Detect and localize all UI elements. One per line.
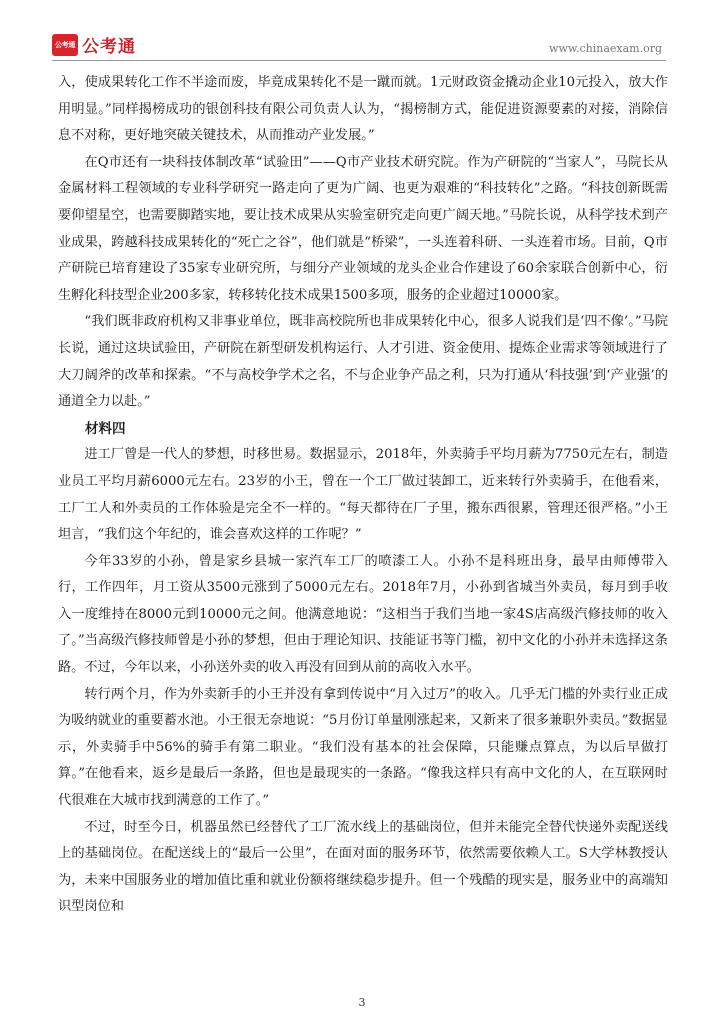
site-url[interactable]: www.chinaexam.org <box>549 42 662 55</box>
page-number: 3 <box>358 996 366 1009</box>
logo-text: 公考通 <box>82 37 136 57</box>
logo-badge: 公考通 <box>52 34 78 56</box>
paragraph: 今年33岁的小孙，曾是家乡县城一家汽车工厂的喷漆工人。小孙不是科班出身，最早由师傅带入行，工作四年，月工资从3500元涨到了5000元左右。2018年7月，小孙到省城当外卖员，每月到手收入一度维持在8000元到10000元之间。他满意地说：“这相当于我们当地一家4S店高级汽修技师的收入了。”当高级汽修技师曾是小孙的梦想，但由于理论知识、技能证书等门槛，初中文化的小孙并未选择这条路。不过，今年以来，小孙送外卖的收入再没有回到从前的高收入水平。 <box>58 553 668 676</box>
paragraph-continued: 入，使成果转化工作不半途而废，毕竟成果转化不是一蹴而就。1元财政资金撬动企业10元投入，放大作用明显。”同样揭榜成功的银创科技有限公司负责人认为，“揭榜制方式，能促进资源要素的对接，消除信息不对称，更好地突破关键技术，从而推动产业发展。” <box>58 75 668 144</box>
header-divider <box>52 60 666 61</box>
paragraph: “我们既非政府机构又非事业单位，既非高校院所也非成果转化中心，很多人说我们是‘四不像’。”马院长说，通过这块试验田，产研院在新型研发机构运行、人才引进、资金使用、提炼企业需求等领域进行了大刀阔斧的改革和探索。“不与高校争学术之名，不与企业争产品之利，只为打通从‘科技强’到‘产业强’的通道全力以赴。” <box>58 314 668 410</box>
page-header <box>52 30 666 58</box>
paragraph: 不过，时至今日，机器虽然已经替代了工厂流水线上的基础岗位，但并未能完全替代快递外卖配送线上的基础岗位。在配送线上的“最后一公里”，在面对面的服务环节，依然需要依赖人工。S大学林教授认为，未来中国服务业的增加值比重和就业份额将继续稳步提升。但一个残酷的现实是，服务业中的高端知识型岗位和 <box>58 819 668 915</box>
document-body <box>58 70 668 921</box>
paragraph: 转行两个月，作为外卖新手的小王并没有拿到传说中“月入过万”的收入。几乎无门槛的外卖行业正成为吸纳就业的重要蓄水池。小王很无奈地说：“5月份订单量刚涨起来，又新来了很多兼职外卖员。”数据显示，外卖骑手中56%的骑手有第二职业。“我们没有基本的社会保障，只能赚点算点，为以后早做打算。”在他看来，返乡是最后一条路，但也是最现实的一条路。“像我这样只有高中文化的人，在互联网时代很难在大城市找到满意的工作了。” <box>58 686 668 809</box>
paragraph: 进工厂曾是一代人的梦想，时移世易。数据显示，2018年，外卖骑手平均月薪为7750元左右，制造业员工平均月薪6000元左右。23岁的小王，曾在一个工厂做过装卸工，近来转行外卖骑手，在他看来，工厂工人和外卖员的工作体验是完全不一样的。“每天都待在厂子里，搬东西很累，管理还很严格。”小王坦言，“我们这个年纪的，谁会喜欢这样的工作呢？” <box>58 447 668 543</box>
paragraph: 在Q市还有一块科技体制改革“试验田”——Q市产业技术研究院。作为产研院的“当家人”，马院长从金属材料工程领域的专业科学研究一路走向了更为广阔、也更为艰难的“科技转化”之路。“科技创新既需要仰望星空，也需要脚踏实地，要让技术成果从实验室研究走向更广阔天地。”马院长说，从科学技术到产业成果，跨越科技成果转化的“死亡之谷”，他们就是“桥梁”，一头连着科研、一头连着市场。目前，Q市产研院已培育建设了35家专业研究所，与细分产业领域的龙头企业合作建设了60余家联合创新中心，衍生孵化科技型企业200多家，转移转化技术成果1500多项，服务的企业超过10000家。 <box>58 154 668 303</box>
section-heading: 材料四 <box>85 420 126 437</box>
